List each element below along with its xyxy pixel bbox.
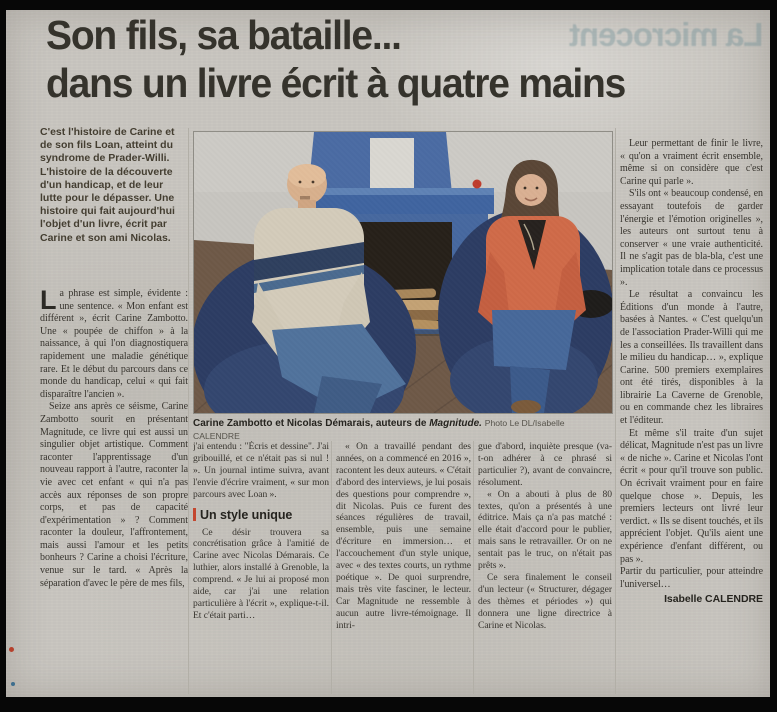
column-3: [336, 441, 471, 697]
column-1: [40, 288, 188, 694]
article-photo: [193, 131, 613, 414]
column-5: [620, 138, 763, 694]
paragraph: Leur permettant de finir le livre, « qu'on a vraiment écrit ensemble, même si on considère que c'est Carine qui parle ».: [620, 138, 763, 187]
paragraph: Ce désir trouvera sa concrétisation grâce à l'amitié de Carine avec Nicolas Démarais. Ce luthier, alors installé à Grenoble, la comprend. « Je lui ai proposé mon aide, car j'ai une relation particulière à l'écrit », explique-t-il. Et c'était parti…: [193, 526, 329, 621]
paragraph-text: a phrase est simple, évidente : une sentence. « Mon enfant est différent », écrit Carine Zambotto. Une « poupée de chiffon » à la naissance, à qui l'on diagnostiquera rapidement une maladie génétique rare. Et le début du parcours dans ce monde du handicap, celui « qui fait disparaître l'ancien ».: [40, 288, 188, 400]
column-rule: [331, 441, 332, 694]
paragraph: Partir du particulier, pour atteindre l'universel…: [620, 566, 763, 590]
red-marker-icon: [193, 508, 196, 521]
paragraph: Seize ans après ce séisme, Carine Zambotto sourit en présentant Magnitude, ce livre qui est aussi un singulier objet artistique. Comment raconter l'apprentissage d'un nouveau rapport à l'autre, raconter la vie avec cet enfant « qui n'a pas accès aux réponses de son propre corps, et pas de capacité d'expérimentation » ? Comment raconter la douleur, l'affrontement, mais aussi l'amour et les petits bonheurs ? Carine a choisi l'écriture, venue sur le tard. « Après la séparation d'avec le père de mes fils,: [40, 401, 188, 589]
paragraph: [40, 288, 188, 401]
registration-dot-blue: [11, 682, 15, 686]
photo-caption: [193, 417, 613, 443]
paragraph: j'ai entendu : "Écris et dessine". J'ai gribouillé, et ce n'était pas si nul ! ». Un journal intime suivra, avant l'envie d'écrire vraiment, « sur mon parcours avec Loan ».: [193, 441, 329, 500]
paragraph: Le résultat a convaincu les Éditions d'un monde à l'autre, basées à Nantes. « C'est quelqu'un de l'association Prader-Willi qui me les a conseillées. Ils travaillent dans le milieu du handicap… », explique Carine. 500 premiers exemplaires ont été tirés, disponibles à la librairie La Caverne de Grenoble, ou en commande chez les libraires et l'éditeur.: [620, 289, 763, 427]
drop-cap: L: [40, 288, 57, 315]
column-rule: [188, 128, 189, 694]
paragraph: gue d'abord, inquiète presque (va-t-on adhérer à ce phrasé si particulier ?), avant de convaincre, résolument.: [478, 441, 612, 488]
caption-book-title: Magnitude.: [429, 418, 482, 429]
registration-dot-red: [9, 647, 14, 652]
paragraph: S'ils ont « beaucoup condensé, en essayant toutefois de garder l'énergie et l'émotion originelles », les auteurs ont surtout tenu à conserver « une vraie authenticité. Il ne s'agit pas de bla-bla, c'est une implication totale dans ce processus ».: [620, 188, 763, 288]
standfirst: C'est l'histoire de Carine et de son fils Loan, atteint du syndrome de Prader-Willi. L'histoire de la découverte d'un handicap, et de leur lutte pour le dépasser. Une histoire qui fait aujourd'hui l'objet d'un livre, écrit par Carine et son ami Nicolas.: [40, 126, 175, 244]
author-byline: Isabelle CALENDRE: [664, 593, 763, 606]
column-2: [193, 441, 329, 697]
paragraph: « On a abouti à plus de 80 textes, qu'on a présentés à une éditrice. Mais ça n'a pas matché : elle était d'accord pour le publier, mais sans le retravailler. Or on ne sentait pas le truc, on n'était pas prêts ».: [478, 488, 612, 572]
column-4: [478, 441, 612, 697]
article-headline: [46, 12, 766, 109]
headline-line-1: Son fils, sa bataille...: [46, 13, 401, 59]
paragraph: Ce sera finalement le conseil d'un lecteur (« Structurer, dégager des thèmes et périodes ») qui donnera une ligne directrice à Carine et Nicolas.: [478, 571, 612, 631]
caption-credit: Photo Le DL/Isabelle CALENDRE: [193, 418, 565, 441]
column-rule: [473, 441, 474, 694]
section-subhead: [193, 508, 329, 522]
paragraph: « On a travaillé pendant des années, on a commencé en 2016 », racontent les deux auteurs. « C'était d'abord des interviews, je lui posais des questions pour comprendre », dit Nicolas. Puis ce furent des séances régulières de travail, ensemble, puis une semaine d'écriture en immersion… et l'accouchement d'un style unique, avec « des textes courts, un rythme poétique ». De quoi surprendre, mais très vite fasciner, le lecteur. Car Magnitude ne ressemble à aucun autre livre-témoignage. Il intri-: [336, 441, 471, 631]
photo-grain-overlay: [194, 132, 612, 413]
subhead-label: Un style unique: [200, 507, 293, 522]
caption-names: Carine Zambotto et Nicolas Démarais, auteurs de: [193, 418, 430, 429]
headline-line-2: dans un livre écrit à quatre mains: [46, 61, 626, 107]
paragraph: Et même s'il traite d'un sujet délicat, Magnitude n'est pas un livre « de niche ». Carine et Nicolas l'ont écrit « pour qu'il trouve son public. On écrivait vraiment pour en faire quelque chose ». Depuis, les premiers lecteurs ont livré leur verdict. « Ils se disent touchés, et ils apprécient l'objet. Qu'ils aient une expérience d'enfant différent, ou pas ».: [620, 427, 763, 565]
column-rule: [615, 128, 616, 694]
bleed-through-text: La microcent: [569, 16, 763, 53]
